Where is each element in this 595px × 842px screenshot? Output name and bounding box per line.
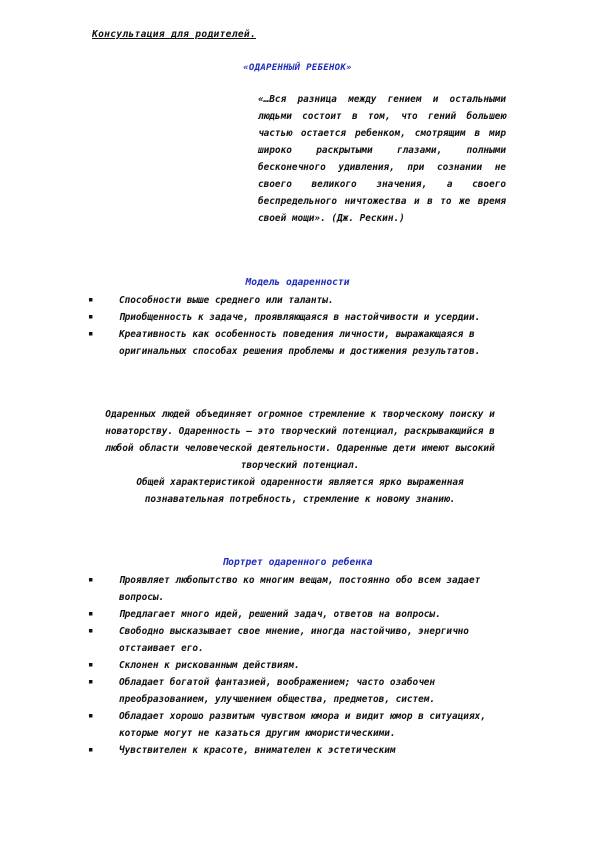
list-item-text: Способности выше среднего или таланты.	[119, 295, 334, 306]
list-item-text: Чувствителен к красоте, внимателен к эстетическим	[119, 745, 396, 756]
list-item	[88, 742, 508, 759]
bullet-icon: ▪	[88, 660, 94, 670]
list-item-text: Проявляет любопытство ко многим вещам, постоянно обо всем задает вопросы.	[119, 575, 481, 603]
list-item-text: Склонен к рискованным действиям.	[119, 660, 300, 671]
model-section-title: Модель одаренности	[245, 277, 350, 288]
document-title: «ОДАРЕННЫЙ РЕБЕНОК»	[243, 63, 352, 73]
list-item-text: Обладает хорошо развитым чувством юмора и видит юмор в ситуациях, которые могут не казаться другим юмористическими.	[119, 711, 486, 739]
list-item-text: Обладает богатой фантазией, воображением; часто озабочен преобразованием, улучшением общества, предметов, систем.	[119, 677, 436, 705]
list-item-text: Креативность как особенность поведения личности, выражающаяся в оригинальных способах решения проблемы и достижения результатов.	[119, 329, 481, 357]
list-item	[88, 623, 508, 657]
bullet-icon: ▪	[88, 609, 94, 619]
bullet-icon: ▪	[88, 711, 94, 721]
giftedness-paragraph	[95, 406, 505, 508]
portrait-section-title: Портрет одаренного ребенка	[222, 557, 373, 568]
bullet-icon: ▪	[88, 745, 94, 755]
bullet-icon: ▪	[88, 626, 94, 636]
paragraph-text: Общей характеристикой одаренности является ярко выраженная познавательная потребность, стремление к новому знанию.	[136, 477, 464, 505]
bullet-icon: ▪	[88, 312, 94, 322]
list-item	[88, 326, 508, 360]
model-list	[88, 292, 508, 360]
bullet-icon: ▪	[88, 329, 94, 339]
epigraph-quote: «…Вся разница между гением и остальными людьми состоит в том, что гений большею частью остается ребенком, смотрящим в мир широко раскрытыми глазами, полными бесконечного удивления, при сознании не своего великого значения, а своего беспредельного ничтожества и в то же время своей мощи». (Дж. Рескин.)	[258, 94, 506, 224]
list-item	[88, 657, 508, 674]
list-item	[88, 708, 508, 742]
list-item-text: Предлагает много идей, решений задач, ответов на вопросы.	[119, 609, 441, 620]
list-item	[88, 606, 508, 623]
bullet-icon: ▪	[88, 575, 94, 585]
list-item	[88, 292, 508, 309]
list-item	[88, 572, 508, 606]
document-header: Консультация для родителей.	[92, 29, 257, 40]
list-item	[88, 309, 508, 326]
portrait-list	[88, 572, 508, 759]
list-item-text: Приобщенность к задаче, проявляющаяся в настойчивости и усердии.	[119, 312, 481, 323]
bullet-icon: ▪	[88, 677, 94, 687]
list-item	[88, 674, 508, 708]
paragraph-text: Одаренных людей объединяет огромное стремление к творческому поиску и новаторству. Одаренность – это творческий потенциал, раскрывающийся в любой области человеческой деятельности. Одаренные дети имеют высокий творческий потенциал.	[105, 409, 495, 471]
bullet-icon: ▪	[88, 295, 94, 305]
list-item-text: Свободно высказывает свое мнение, иногда настойчиво, энергично отстаивает его.	[119, 626, 469, 654]
